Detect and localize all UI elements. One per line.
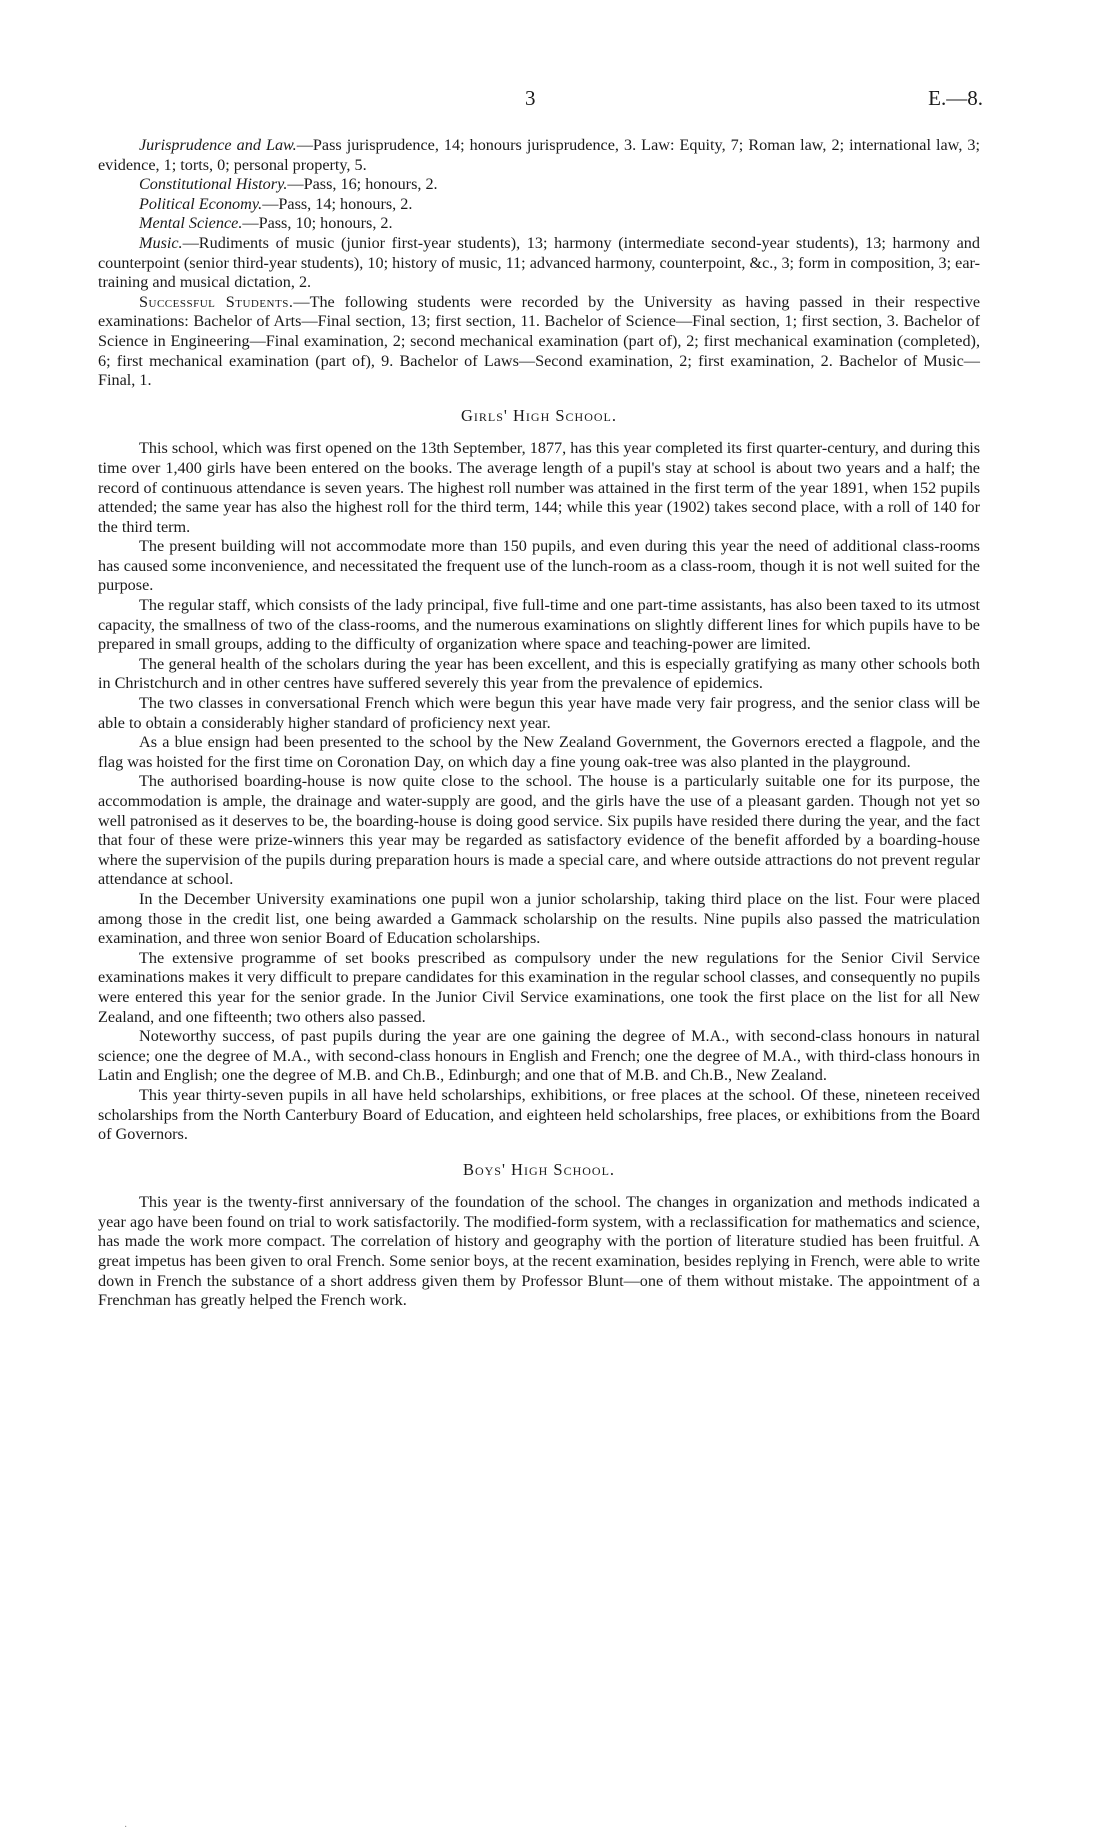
paragraph-head: Mental Science. — [139, 214, 243, 233]
girls-paragraph: As a blue ensign had been presented to the school by the New Zealand Government, the Governors erected a flagpole, and the flag was hoisted for the first time on Coronation Day, on which day a fine young oak-tree was also planted in the playground. — [98, 733, 980, 771]
paragraph-text: —Pass, 10; honours, 2. — [242, 214, 393, 233]
girls-paragraph: In the December University examinations one pupil won a junior scholarship, taking third place on the list. Four were placed among those in the credit list, one being awarded a Gammack scholarship on the results. Nine pupils also passed the matriculation examination, and three won senior Board of Education scholarships. — [98, 889, 980, 948]
page-body — [98, 136, 980, 1311]
paragraph-political-economy — [98, 195, 980, 215]
paragraph-text: —The following students were recorded by the University as having passed in their respective examinations: Bachelor of Arts—Final section, 13; first section, 11. Bachelor of Science—Final section, 1; first section, 3. Bachelor of Science in Engineering—Final examination, 2; second mechanical examination (part of), 2; first mechanical examination (completed), 6; first mechanical examination (part of), 9. Bachelor of Laws—Second examination, 2; first examination, 2. Bachelor of Music—Final, 1. — [98, 292, 981, 390]
paragraph-text: —Pass, 16; honours, 2. — [287, 175, 438, 194]
girls-high-school-heading: Girls' High School. — [460, 405, 618, 425]
girls-paragraph: The extensive programme of set books prescribed as compulsory under the new regulations for the Senior Civil Service examinations makes it very difficult to prepare candidates for this examination in the regular school classes, and consequently no pupils were entered this year for the senior grade. In the Junior Civil Service examinations, one took the first place on the list for all New Zealand, and one fifteenth; two others also passed. — [98, 948, 980, 1026]
girls-paragraph: This year thirty-seven pupils in all have held scholarships, exhibitions, or free places at the school. Of these, nineteen received scholarships from the North Canterbury Board of Education, and eighteen held scholarships, free places, or exhibitions from the Board of Governors. — [98, 1085, 980, 1144]
paragraph-mental-science — [98, 214, 980, 234]
paragraph-head: Music. — [139, 233, 183, 252]
paragraph-head: Successful Students. — [139, 292, 294, 311]
paragraph-head: Jurisprudence and Law. — [139, 136, 297, 154]
page-header — [0, 86, 1114, 112]
girls-paragraph: The regular staff, which consists of the lady principal, five full-time and one part-time assistants, has also been taxed to its utmost capacity, the smallness of two of the class-rooms, and the numerous examinations on slightly different lines for which pupils have to be prepared in small groups, adding to the difficulty of organization where space and teaching-power are limited. — [98, 596, 980, 654]
paragraph-text: —Rudiments of music (junior first-year students), 13; harmony (intermediate second-year students), 13; harmony and counterpoint (senior third-year students), 10; history of music, 11; advanced harmony, counterpoint, &c., 3; form in composition, 3; ear-training and musical dictation, 2. — [98, 233, 980, 292]
paragraph-text: —Pass jurisprudence, 14; honours jurisprudence, 3. Law: Equity, 7; Roman law, 2; international law, 3; evidence, 1; torts, 0; personal property, 5. — [98, 136, 980, 174]
girls-paragraph: The authorised boarding-house is now quite close to the school. The house is a particularly suitable one for its purpose, the accommodation is ample, the drainage and water-supply are good, and the girls have the use of a pleasant garden. Though not yet so well patronised as it deserves to be, the boarding-house is doing good service. Six pupils have resided there during the year, and the fact that four of these were prize-winners this year may be regarded as satisfactory evidence of the benefit afforded by a boarding-house where the supervision of the pupils during preparation hours is made a special care, and where outside attractions do not prevent regular attendance at school. — [98, 772, 980, 889]
document-code: E.—8. — [928, 86, 983, 110]
paragraph-constitutional-history — [98, 175, 980, 195]
boys-paragraph: This year is the twenty-first anniversary of the foundation of the school. The changes in organization and methods indicated a year ago have been found on trial to work satisfactorily. The modified-form system, with a reclassification for mathematics and science, has made the work more compact. The correlation of history and geography with the portion of literature studied has been fruitful. A great impetus has been given to oral French. Some senior boys, at the recent examination, besides replying in French, were able to write down in French the substance of a short address given them by Professor Blunt—one of them without mistake. The appointment of a Frenchman has greatly helped the French work. — [98, 1193, 980, 1310]
paragraph-head: Constitutional History. — [139, 175, 288, 194]
paragraph-jurisprudence — [98, 136, 980, 175]
girls-paragraph: This school, which was first opened on the 13th September, 1877, has this year completed its first quarter-century, and during this time over 1,400 girls have been entered on the books. The average length of a pupil's stay at school is about two years and a half; the record of continuous attendance is seven years. The highest roll number was attained in the first term of the year 1891, when 152 pupils attended; the same year has also the highest roll for the third term, 144; while this year (1902) takes second place, with a roll of 140 for the third term. — [98, 439, 980, 536]
boys-high-school-heading: Boys' High School. — [462, 1159, 616, 1179]
paragraph-text: —Pass, 14; honours, 2. — [262, 194, 413, 213]
scan-speck: · — [124, 1822, 128, 1833]
paragraph-music — [98, 234, 980, 293]
girls-paragraph: Noteworthy success, of past pupils during the year are one gaining the degree of M.A., with second-class honours in natural science; one the degree of M.A., with second-class honours in English and French; one the degree of M.A., with third-class honours in Latin and English; one the degree of M.B. and Ch.B., Edinburgh; and one that of M.B. and Ch.B., New Zealand. — [98, 1027, 980, 1085]
girls-paragraph: The general health of the scholars during the year has been excellent, and this is especially gratifying as many other schools both in Christchurch and in other centres have suffered severely this year from the prevalence of epidemics. — [98, 654, 980, 693]
paragraph-successful-students — [98, 293, 980, 391]
paragraph-head: Political Economy. — [139, 194, 263, 213]
girls-paragraph: The present building will not accommodate more than 150 pupils, and even during this year the need of additional class-rooms has caused some inconvenience, and necessitated the frequent use of the lunch-room as a class-room, though it is not well suited for the purpose. — [98, 537, 980, 595]
girls-paragraph: The two classes in conversational French which were begun this year have made very fair progress, and the senior class will be able to obtain a considerably higher standard of proficiency next year. — [98, 694, 980, 732]
page-number: 3 — [525, 86, 536, 110]
